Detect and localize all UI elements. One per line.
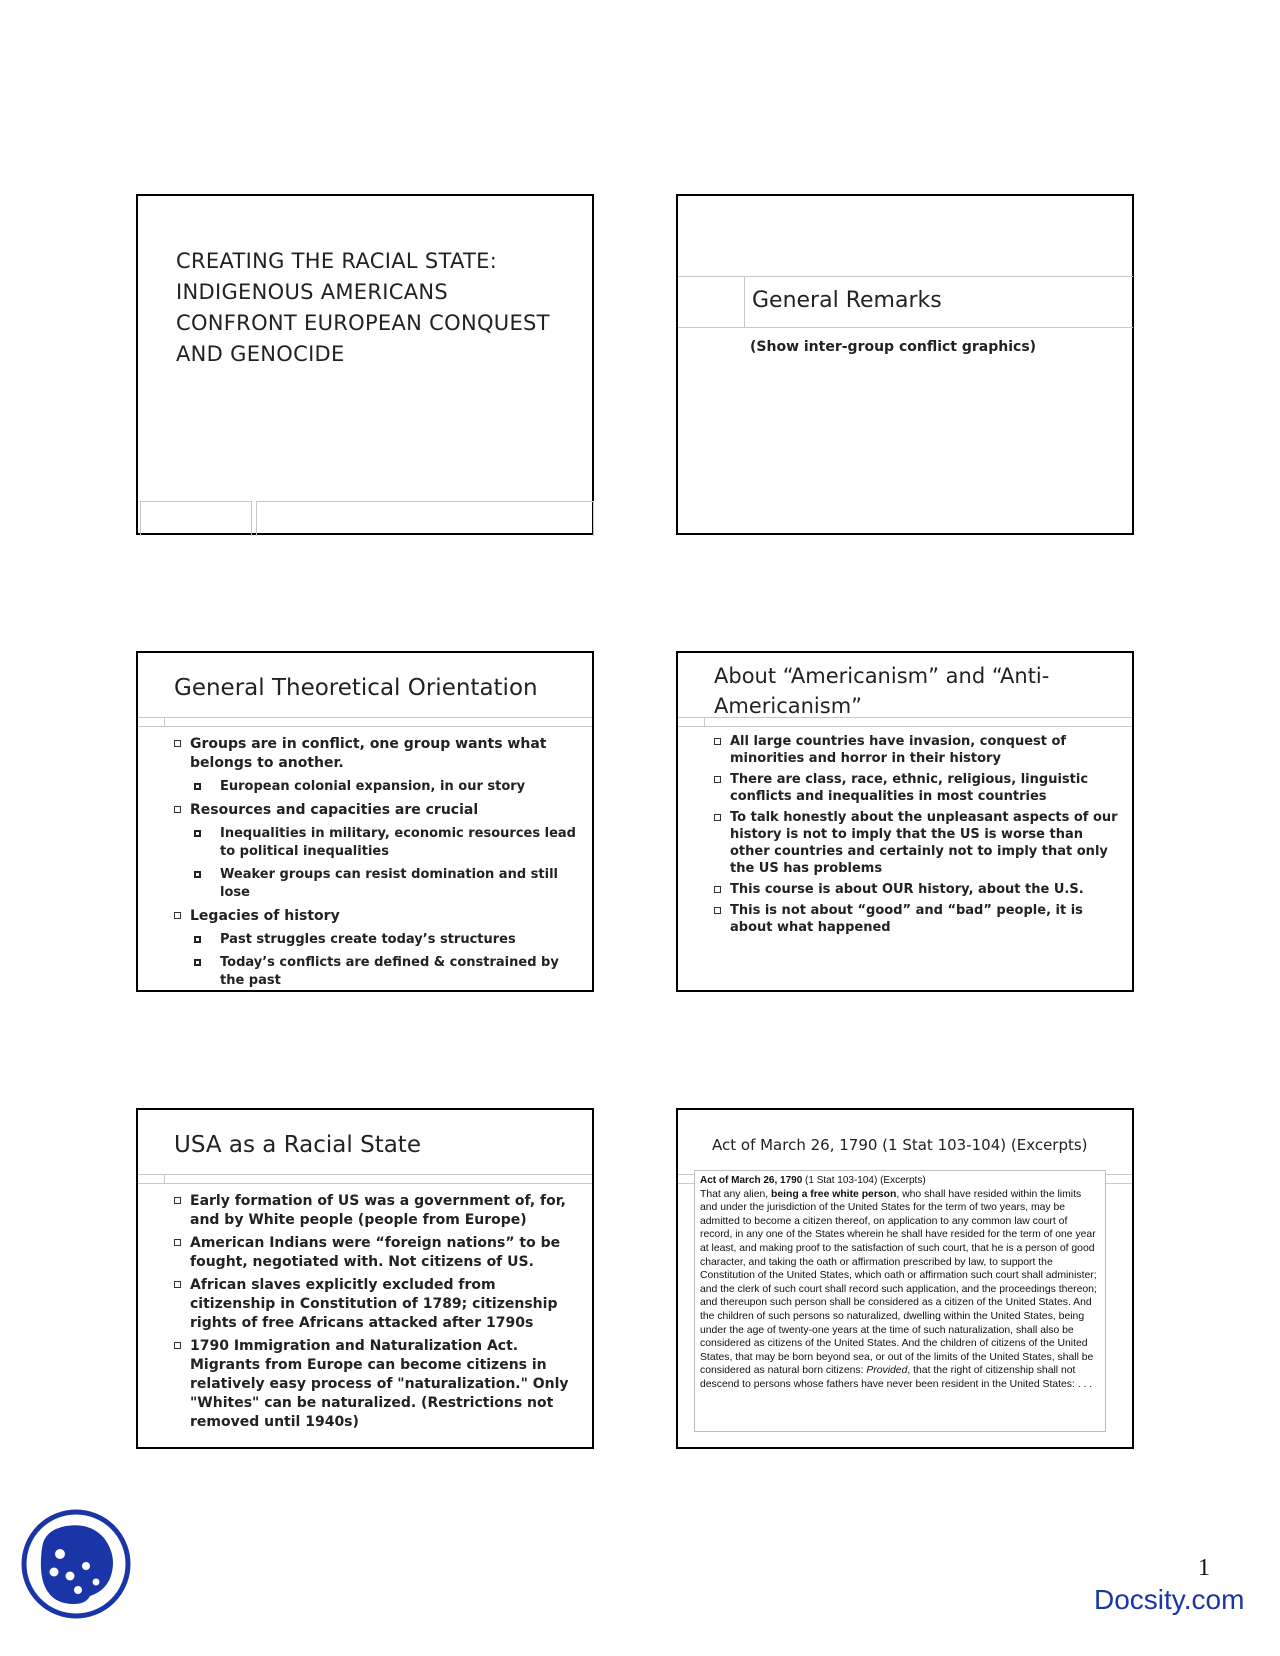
slide-act-1790	[676, 1108, 1134, 1449]
slide-racial-state	[136, 1108, 594, 1449]
title-rule	[138, 1174, 592, 1184]
bullet-item: American Indians were “foreign nations” to be fought, negotiated with. Not citizens of US.	[174, 1234, 578, 1272]
slide-title	[136, 194, 594, 535]
slide-heading: USA as a Racial State	[174, 1132, 421, 1158]
title-line: AND GENOCIDE	[176, 342, 345, 366]
docsity-logo-icon	[20, 1508, 132, 1620]
bullet-item: 1790 Immigration and Naturalization Act. Migrants from Europe can become citizens in relatively easy process of "naturalization." Only "Whites" can be naturalized. (Restrictions not removed until 1940s)	[174, 1337, 578, 1432]
bullet-item: This course is about OUR history, about the U.S.	[714, 881, 1124, 898]
slide-theoretical-orientation	[136, 651, 594, 992]
slide-heading: General Remarks	[752, 288, 942, 313]
sub-bullet-item: Inequalities in military, economic resources lead to political inequalities	[174, 825, 578, 861]
title-line: CREATING THE RACIAL STATE:	[176, 249, 498, 273]
slide-americanism	[676, 651, 1134, 992]
title-line: CONFRONT EUROPEAN CONQUEST	[176, 311, 550, 335]
sub-bullet-item: European colonial expansion, in our story	[174, 778, 578, 796]
slide-note: (Show inter-group conflict graphics)	[750, 339, 1037, 355]
slide-general-remarks	[676, 194, 1134, 535]
slide-title-text	[176, 246, 566, 370]
excerpt-heading: Act of March 26, 1790 (1 Stat 103-104) (Excerpts)	[700, 1175, 926, 1186]
sub-bullet-item: Past struggles create today’s structures	[174, 931, 578, 949]
act-excerpt-box	[694, 1170, 1106, 1432]
sub-bullet-item: Today’s conflicts are defined & constrained by the past	[174, 954, 578, 990]
bullet-item: Resources and capacities are crucial	[174, 801, 578, 820]
slide-heading: About “Americanism” and “Anti-Americanism”	[714, 664, 1050, 718]
page-number: 1	[1198, 1555, 1210, 1581]
title-rule	[678, 717, 1132, 727]
slide-heading: Act of March 26, 1790 (1 Stat 103-104) (Excerpts)	[712, 1136, 1088, 1154]
bullet-list	[714, 733, 1124, 940]
bullet-item: Early formation of US was a government of, for, and by White people (people from Europe)	[174, 1192, 578, 1230]
excerpt-body: That any alien, being a free white person, who shall have resided within the limits and under the jurisdiction of the United States for the term of two years, may be admitted to become a citizen thereof, on application to any common law court of record, in any one of the States wherein he shall have resided for the term of one year at least, and making proof to the satisfaction of such court, that he is a person of good character, and taking the oath or affirmation prescribed by law, to support the Constitution of the United States, which oath or affirmation such court shall administer; and the clerk of such court shall record such application, and the proceedings thereon; and thereupon such person shall be considered as a citizen of the United States. And the children of such persons so naturalized, dwelling within the United States, being under the age of twenty-one years at the time of such naturalization, shall also be considered as citizens of the United States. And the children of citizens of the United States, that may be born beyond sea, or out of the limits of the United States, shall be considered as natural born citizens: Provided, that the right of citizenship shall not descend to persons whose fathers have never been resident in the United States: . . .	[700, 1188, 1097, 1390]
bullet-item: African slaves explicitly excluded from citizenship in Constitution of 1789; citizenship rights of free Africans attacked after 1790s	[174, 1276, 578, 1333]
footer-box-left	[140, 501, 252, 536]
bullet-item: There are class, race, ethnic, religious, linguistic conflicts and inequalities in most countries	[714, 771, 1124, 805]
sub-bullet-item: Weaker groups can resist domination and still lose	[174, 866, 578, 902]
docsity-link[interactable]: Docsity.com	[1094, 1584, 1245, 1615]
footer-box-right	[256, 501, 594, 536]
bullet-item: To talk honestly about the unpleasant aspects of our history is not to imply that the US is worse than other countries and certainly not to imply that only the US has problems	[714, 809, 1124, 877]
slide-heading: General Theoretical Orientation	[174, 675, 538, 701]
title-band-left	[678, 276, 744, 328]
bullet-list	[174, 735, 578, 995]
title-rule	[138, 717, 592, 727]
bullet-item: This is not about “good” and “bad” people, it is about what happened	[714, 902, 1124, 936]
bullet-list	[174, 1192, 578, 1436]
bullet-item: Legacies of history	[174, 907, 578, 926]
bullet-item: All large countries have invasion, conquest of minorities and horror in their history	[714, 733, 1124, 767]
title-line: INDIGENOUS AMERICANS	[176, 280, 449, 304]
bullet-item: Groups are in conflict, one group wants what belongs to another.	[174, 735, 578, 773]
